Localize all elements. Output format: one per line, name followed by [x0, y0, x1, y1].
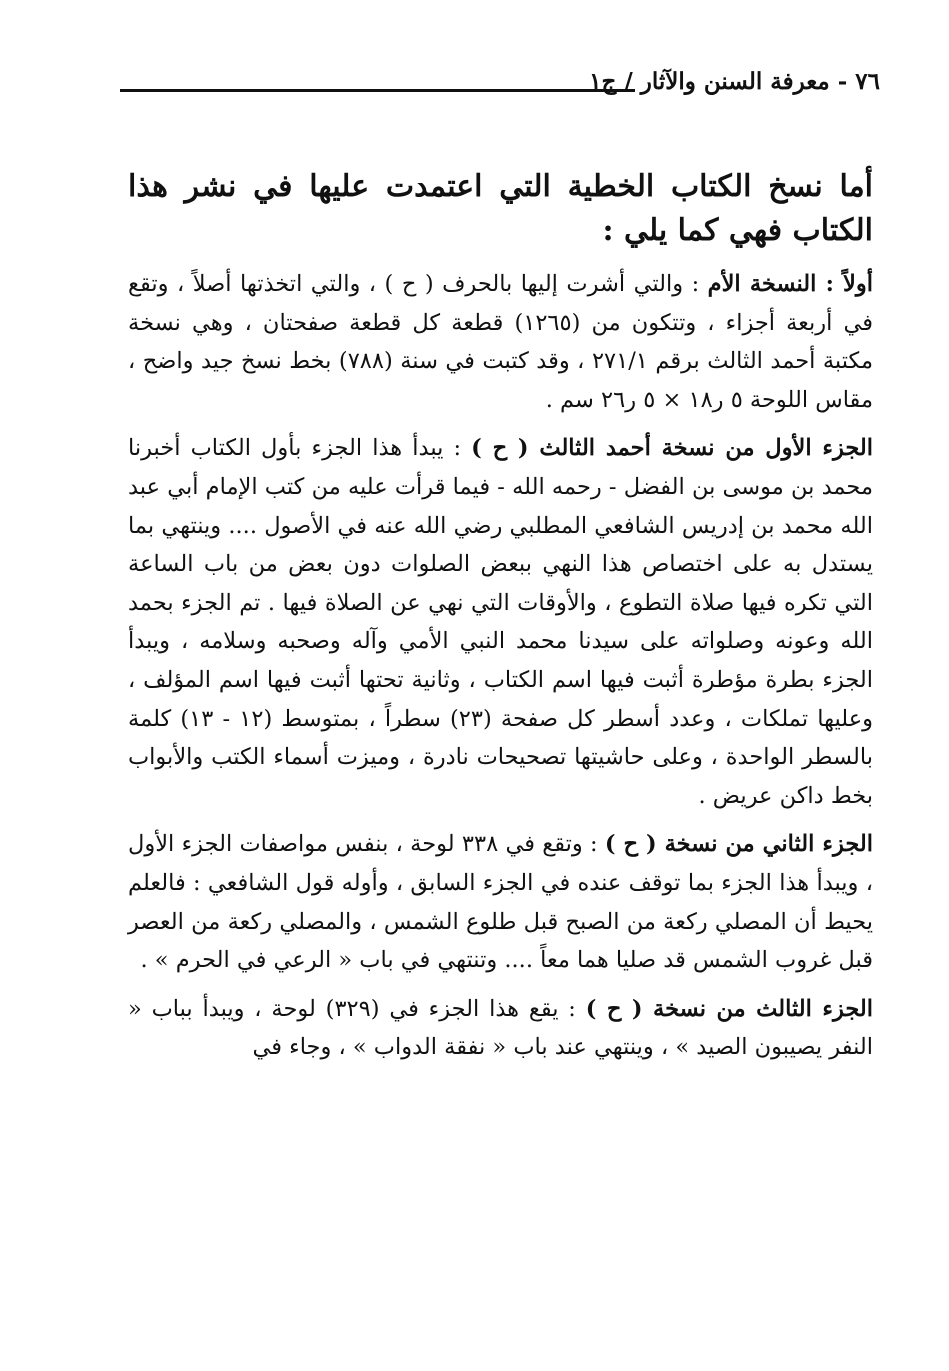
- paragraph-lead: الجزء الأول من نسخة أحمد الثالث ( ح ): [471, 435, 873, 462]
- paragraph-mother-copy: [128, 265, 873, 419]
- intro-heading: أما نسخ الكتاب الخطية التي اعتمدت عليها في نشر هذا الكتاب فهي كما يلي :: [128, 169, 873, 248]
- paragraph-text: : وتقع في ٣٣٨ لوحة ، بنفس مواصفات الجزء الأول ، ويبدأ هذا الجزء بما توقف عنده في الجزء السابق ، وأوله قول الشافعي : فالعلم يحيط أن المصلي ركعة من الصبح قبل طلوع الشمس ، والمصلي ركعة من العصر قبل غروب الشمس قد صليا هما معاً .... وتنتهي في باب « الرعي في الحرم » .: [128, 831, 873, 974]
- paragraph-part-one: [128, 429, 873, 815]
- paragraph-part-two: [128, 825, 873, 979]
- paragraph-text: : يقع هذا الجزء في (٣٢٩) لوحة ، ويبدأ بباب « النفر يصيبون الصيد » ، وينتهي عند باب « نفقة الدواب » ، وجاء في: [128, 995, 873, 1061]
- paragraph-text: : والتي أشرت إليها بالحرف ( ح ) ، والتي اتخذتها أصلاً ، وتقع في أربعة أجزاء ، وتتكون من (١٢٦٥) قطعة كل قطعة صفحتان ، وهي نسخة مكتبة أحمد الثالث برقم ٢٧١/١ ، وقد كتبت في سنة (٧٨٨) بخط نسخ جيد واضح ، مقاس اللوحة ٥ ر١٨ × ٥ ر٢٦ سم .: [128, 271, 874, 413]
- paragraph-lead: الجزء الثالث من نسخة ( ح ): [585, 995, 873, 1022]
- paragraph-lead: أولاً : النسخة الأم: [707, 271, 873, 297]
- paragraph-text: : يبدأ هذا الجزء بأول الكتاب أخبرنا محمد بن موسى بن الفضل - رحمه الله - فيما قرأت عليه من كتب الإمام أبي عبد الله محمد بن إدريس الشافعي المطلبي رضي الله عنه في الأصول .... وينتهي بما يستدل به على اختصاص هذا النهي ببعض الصلوات دون بعض من باب الساعة التي تكره فيها صلاة التطوع ، والأوقات التي نهي عن الصلاة فيها . تم الجزء بحمد الله وعونه وصلواته على سيدنا محمد النبي الأمي وآله وصحبه وسلامه ، ويبدأ الجزء بطرة مؤطرة أثبت فيها اسم الكتاب ، وثانية تحتها أثبت فيها اسم المؤلف ، وعليها تملكات ، وعدد أسطر كل صفحة (٢٣) سطراً ، بمتوسط (١٢ - ١٣) كلمة بالسطر الواحدة ، وعلى حاشيتها تصحيحات نادرة ، وميزت أسماء الكتب والأبواب بخط داكن عريض .: [128, 435, 873, 809]
- page-body: [128, 165, 873, 1077]
- running-title: ٧٦ - معرفة السنن والآثار / ج١: [589, 68, 880, 95]
- paragraph-part-three: [128, 990, 873, 1067]
- page-header: [120, 66, 880, 106]
- paragraph-lead: الجزء الثاني من نسخة ( ح ): [604, 831, 874, 858]
- header-rule: [120, 89, 635, 92]
